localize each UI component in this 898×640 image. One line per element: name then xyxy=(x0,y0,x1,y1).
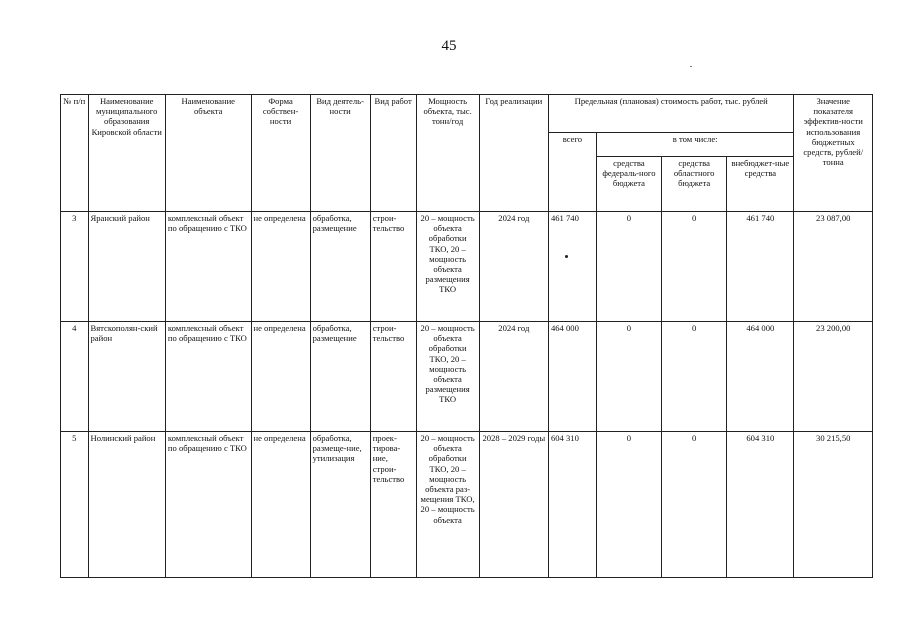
header-extrabudget: внебюджет-ные средства xyxy=(727,157,794,212)
scan-artifact-dot xyxy=(565,255,568,258)
scan-artifact xyxy=(690,66,692,67)
cell-object-name: комплексный объект по обращению с ТКО xyxy=(165,432,251,578)
cell-extrabudget: 464 000 xyxy=(727,322,794,432)
table-row xyxy=(61,432,873,578)
cell-municipality: Вятскополян-ский район xyxy=(88,322,165,432)
cell-federal: 0 xyxy=(596,432,661,578)
header-object-name: Наименование объекта xyxy=(165,95,251,212)
cell-year: 2028 – 2029 годы xyxy=(479,432,548,578)
cell-ownership: не определена xyxy=(251,432,310,578)
cell-federal: 0 xyxy=(596,322,661,432)
cell-efficiency: 30 215,50 xyxy=(794,432,873,578)
cell-work-type: проек-тирова-ние, строи-тельство xyxy=(370,432,416,578)
cell-work-type: строи-тельство xyxy=(370,322,416,432)
header-work-type: Вид работ xyxy=(370,95,416,212)
cell-total: 604 310 xyxy=(548,432,596,578)
cell-federal: 0 xyxy=(596,212,661,322)
cell-capacity: 20 – мощность объекта обработки ТКО, 20 – мощность объекта раз-мещения ТКО, 20 – мощность объекта xyxy=(416,432,479,578)
cell-extrabudget: 604 310 xyxy=(727,432,794,578)
header-capacity: Мощность объекта, тыс. тонн/год xyxy=(416,95,479,212)
table-row xyxy=(61,212,873,322)
cell-total: 461 740 xyxy=(548,212,596,322)
cell-regional: 0 xyxy=(662,432,727,578)
cell-num: 3 xyxy=(61,212,89,322)
cell-activity: обработка, размещение xyxy=(310,212,370,322)
cell-municipality: Яранский район xyxy=(88,212,165,322)
cell-regional: 0 xyxy=(662,322,727,432)
investment-table xyxy=(60,94,873,578)
cell-activity: обработка, размещение xyxy=(310,322,370,432)
table-row xyxy=(61,322,873,432)
cell-ownership: не определена xyxy=(251,322,310,432)
header-efficiency: Значение показателя эффектив-ности использования бюджетных средств, рублей/тонна xyxy=(794,95,873,212)
header-activity: Вид деятель-ности xyxy=(310,95,370,212)
cell-efficiency: 23 200,00 xyxy=(794,322,873,432)
header-regional: средства областного бюджета xyxy=(662,157,727,212)
cell-work-type: строи-тельство xyxy=(370,212,416,322)
cell-total: 464 000 xyxy=(548,322,596,432)
cell-num: 5 xyxy=(61,432,89,578)
header-num: № п/п xyxy=(61,95,89,212)
cell-ownership: не определена xyxy=(251,212,310,322)
cell-efficiency: 23 087,00 xyxy=(794,212,873,322)
cell-year: 2024 год xyxy=(479,212,548,322)
cell-extrabudget: 461 740 xyxy=(727,212,794,322)
cell-year: 2024 год xyxy=(479,322,548,432)
header-municipality: Наименование муниципального образования Кировской области xyxy=(88,95,165,212)
page-number: 45 xyxy=(441,38,457,54)
cell-object-name: комплексный объект по обращению с ТКО xyxy=(165,322,251,432)
cell-municipality: Нолинский район xyxy=(88,432,165,578)
cell-capacity: 20 – мощность объекта обработки ТКО, 20 – мощность объекта размещения ТКО xyxy=(416,322,479,432)
header-total: всего xyxy=(548,133,596,212)
cell-activity: обработка, размеще-ние, утилизация xyxy=(310,432,370,578)
cell-regional: 0 xyxy=(662,212,727,322)
cell-capacity: 20 – мощность объекта обработки ТКО, 20 – мощность объекта размещения ТКО xyxy=(416,212,479,322)
header-including: в том числе: xyxy=(596,133,794,157)
header-cost-group: Предельная (плановая) стоимость работ, тыс. рублей xyxy=(548,95,794,133)
cell-object-name: комплексный объект по обращению с ТКО xyxy=(165,212,251,322)
header-ownership: Форма собствен-ности xyxy=(251,95,310,212)
cell-num: 4 xyxy=(61,322,89,432)
header-federal: средства федераль-ного бюджета xyxy=(596,157,661,212)
header-year: Год реализации xyxy=(479,95,548,212)
